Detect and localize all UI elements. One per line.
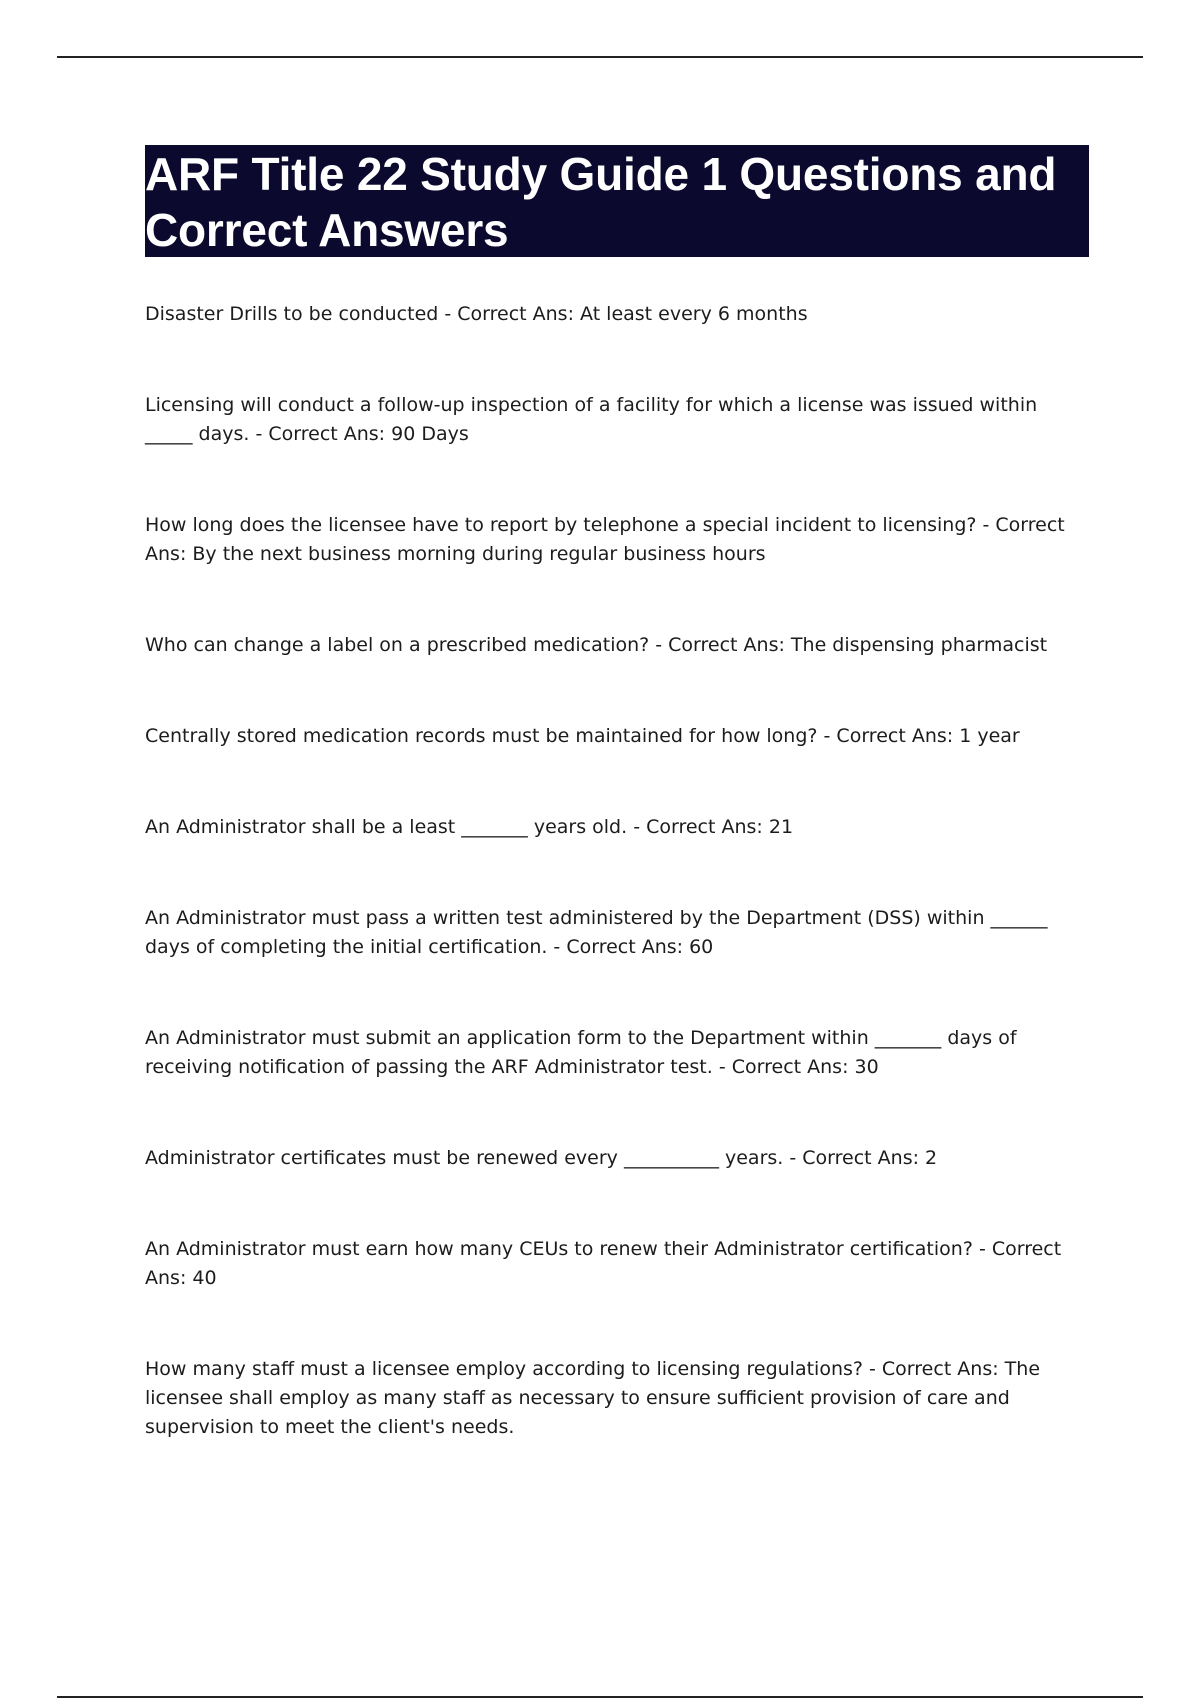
document-title: ARF Title 22 Study Guide 1 Questions and Correct Answers [145, 148, 1057, 256]
qa-item: Who can change a label on a prescribed medication? - Correct Ans: The dispensing pharmacist [145, 634, 1048, 656]
qa-item: How many staff must a licensee employ according to licensing regulations? - Correct Ans: The licensee shall employ as many staff as necessary to ensure sufficient provision of care and supervision to meet the client's needs. [145, 1358, 1041, 1438]
qa-item: Centrally stored medication records must be maintained for how long? - Correct Ans: 1 year [145, 725, 1020, 747]
bottom-rule [57, 1696, 1143, 1698]
title-banner [145, 145, 1089, 257]
qa-item: An Administrator must earn how many CEUs to renew their Administrator certification? - Correct Ans: 40 [145, 1238, 1062, 1289]
qa-item: An Administrator must pass a written test administered by the Department (DSS) within ______ days of completing the initial certification. - Correct Ans: 60 [145, 907, 1048, 958]
qa-item: Administrator certificates must be renewed every __________ years. - Correct Ans: 2 [145, 1147, 938, 1169]
qa-item: An Administrator shall be a least _______ years old. - Correct Ans: 21 [145, 816, 794, 838]
qa-item: How long does the licensee have to report by telephone a special incident to licensing? - Correct Ans: By the next business morning during regular business hours [145, 514, 1065, 565]
qa-item: An Administrator must submit an application form to the Department within _______ days of receiving notification of passing the ARF Administrator test. - Correct Ans: 30 [145, 1027, 1017, 1078]
qa-list [145, 300, 1090, 1442]
qa-item: Licensing will conduct a follow-up inspection of a facility for which a license was issued within _____ days. - Correct Ans: 90 Days [145, 394, 1038, 445]
top-rule [57, 56, 1143, 58]
qa-item: Disaster Drills to be conducted - Correct Ans: At least every 6 months [145, 303, 808, 325]
